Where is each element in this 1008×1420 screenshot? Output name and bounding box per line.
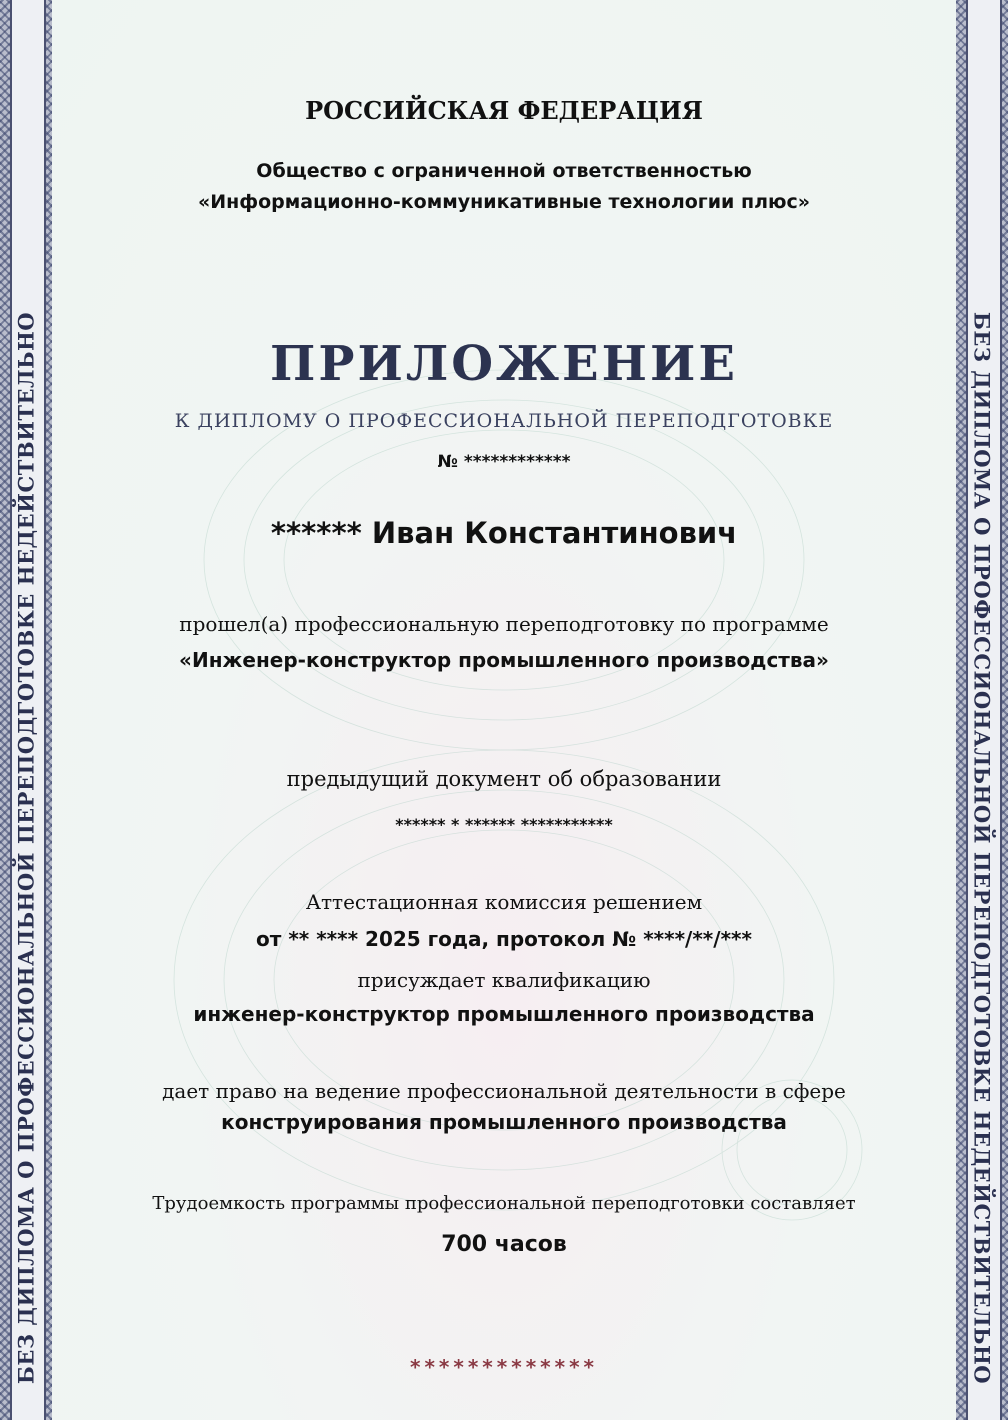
holder-name: ****** Иван Константинович	[270, 516, 738, 550]
organization-name: «Информационно-коммуникативные технологии плюс»	[197, 191, 811, 213]
hours-label: Трудоемкость программы профессиональной переподготовки составляет	[152, 1193, 856, 1214]
completed-label: прошел(а) профессиональную переподготовку по программе	[179, 612, 829, 636]
document-title: ПРИЛОЖЕНИЕ	[270, 336, 738, 392]
country-heading: РОССИЙСКАЯ ФЕДЕРАЦИЯ	[305, 96, 703, 125]
document-number: № ************	[437, 452, 571, 472]
qualification-value: инженер-конструктор промышленного производства	[193, 1002, 815, 1026]
hours-value: 700 часов	[441, 1232, 567, 1257]
left-border-text: БЕЗ ДИПЛОМА О ПРОФЕССИОНАЛЬНОЙ ПЕРЕПОДГОТОВКЕ НЕДЕЙСТВИТЕЛЬНО	[13, 311, 39, 1385]
document-subtitle: К ДИПЛОМУ О ПРОФЕССИОНАЛЬНОЙ ПЕРЕПОДГОТОВКЕ	[174, 410, 834, 432]
right-border-text: БЕЗ ДИПЛОМА О ПРОФЕССИОНАЛЬНОЙ ПЕРЕПОДГОТОВКЕ НЕДЕЙСТВИТЕЛЬНО	[969, 311, 995, 1385]
awards-label: присуждает квалификацию	[357, 968, 651, 992]
organization-type: Общество с ограниченной ответственностью	[256, 160, 752, 182]
previous-document-label: предыдущий документ об образовании	[286, 767, 722, 791]
program-name: «Инженер-конструктор промышленного производства»	[179, 648, 829, 672]
footer-serial-code: *************	[410, 1355, 598, 1379]
rights-label: дает право на ведение профессиональной деятельности в сфере	[162, 1079, 846, 1103]
protocol-info: от ** **** 2025 года, протокол № ****/**/***	[256, 927, 752, 951]
rights-field: конструирования промышленного производства	[221, 1110, 787, 1134]
previous-document-value: ****** * ****** ***********	[395, 815, 613, 834]
commission-label: Аттестационная комиссия решением	[305, 890, 703, 914]
